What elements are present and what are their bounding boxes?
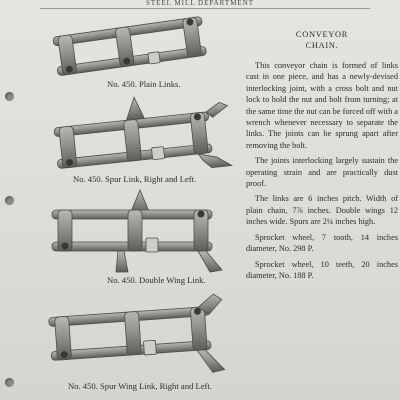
spur-wing-links-illustration xyxy=(0,290,245,382)
article-title xyxy=(246,30,398,51)
paragraph: The joints interlocking largely sustain the operating strain and are practically dust proof. xyxy=(246,156,398,189)
running-head: STEEL MILL DEPARTMENT xyxy=(145,0,255,7)
caption-spur-wing-link: No. 450. Spur Wing Link, Right and Left. xyxy=(68,381,212,391)
paragraph: The links are 6 inches pitch. Width of plain chain, 7⅞ inches. Double wings 12 inches wide. Spurs are 2¼ inches high. xyxy=(246,194,398,227)
caption-double-wing-link: No. 450. Double Wing Link. xyxy=(107,275,206,285)
article-column xyxy=(246,30,398,281)
article-title-line-2: CHAIN. xyxy=(305,40,339,50)
paragraph: Sprocket wheel, 7 tooth, 14 inches diameter, No. 298 P. xyxy=(246,232,398,254)
article-title-line-1: CONVEYOR xyxy=(295,30,349,39)
caption-plain-links: No. 450. Plain Links. xyxy=(107,79,181,89)
paragraph: This conveyor chain is formed of links cast in one piece, and has a newly-devised interlocking joint, with a cross bolt and nut lock to hold the nut and bolt from turning; at the same time the nut can be forced off with a wrench whenever necessary to separate the links. The joints can be sprung apart after removing the bolt. xyxy=(246,61,398,150)
header-rule xyxy=(40,8,370,9)
spur-links-illustration xyxy=(0,90,245,176)
caption-spur-link: No. 450. Spur Link, Right and Left. xyxy=(73,174,197,184)
paragraph: Sprocket wheel, 10 teeth, 20 inches diameter, No. 188 P. xyxy=(246,259,398,280)
double-wing-links-illustration xyxy=(0,186,245,276)
plain-links-illustration xyxy=(0,14,245,80)
